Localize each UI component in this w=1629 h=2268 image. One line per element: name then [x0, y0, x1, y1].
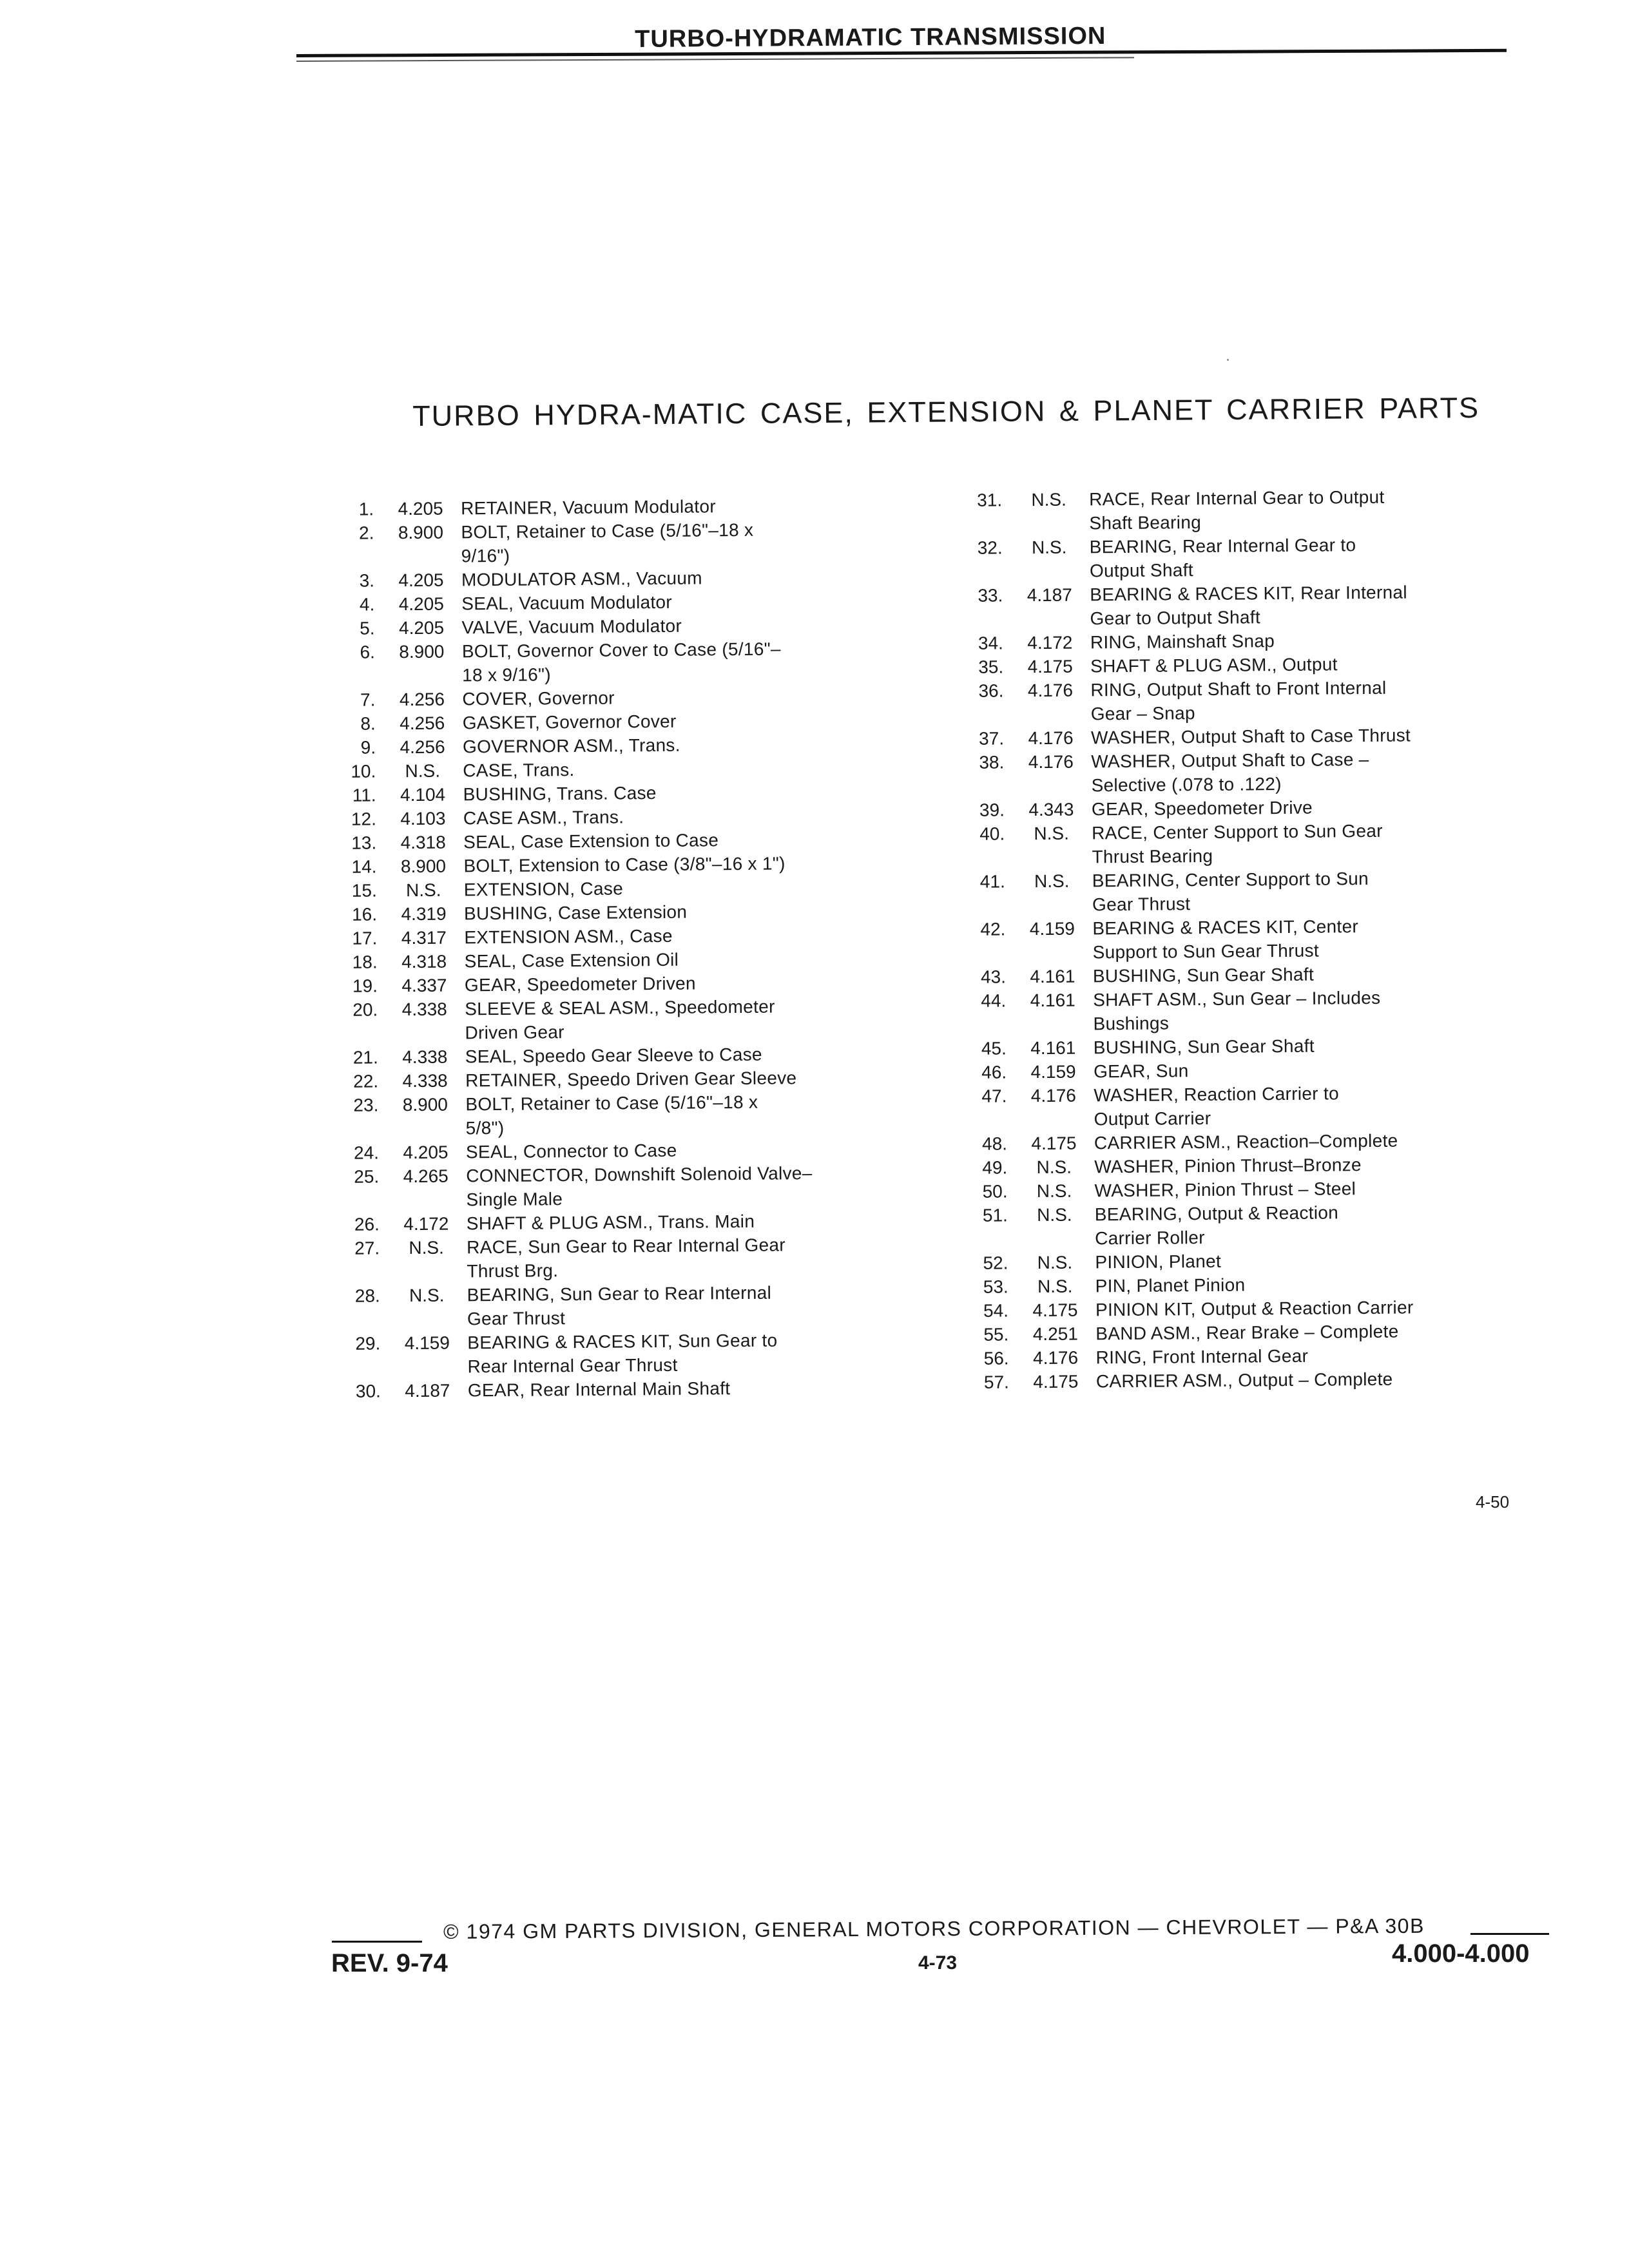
part-item — [335, 1280, 916, 1332]
part-description: BEARING & RACES KIT, Rear Internal Gear to Output Shaft — [1090, 582, 1408, 629]
part-item — [961, 985, 1522, 1037]
part-number: 48. — [981, 1133, 1008, 1154]
part-item — [958, 532, 1519, 584]
part-item — [958, 579, 1519, 631]
parts-list-right — [957, 484, 1525, 1394]
part-description: RACE, Rear Internal Gear to Output Shaft Bearing — [1089, 486, 1385, 533]
part-group-code: N.S. — [1036, 1180, 1072, 1202]
part-group-code: N.S. — [405, 760, 441, 782]
part-number: 4. — [359, 594, 375, 615]
part-group-code: N.S. — [1031, 489, 1066, 510]
part-number: 39. — [979, 800, 1005, 820]
part-number: 28. — [354, 1285, 380, 1306]
part-group-code: N.S. — [1036, 1157, 1072, 1178]
part-group-code: 4.338 — [402, 1070, 448, 1091]
part-number: 55. — [983, 1324, 1009, 1345]
part-number: 41. — [979, 871, 1005, 892]
header-rule-thin — [296, 57, 1134, 62]
part-item — [329, 517, 909, 569]
part-group-code: N.S. — [405, 879, 441, 901]
part-number: 35. — [978, 657, 1004, 677]
part-description: RETAINER, Vacuum Modulator — [461, 496, 717, 519]
part-description: GOVERNOR ASM., Trans. — [462, 735, 680, 757]
part-number: 33. — [978, 585, 1003, 606]
part-group-code: 4.187 — [405, 1380, 450, 1401]
part-number: 18. — [352, 952, 378, 972]
part-item — [334, 1160, 914, 1213]
part-group-code: 4.343 — [1028, 799, 1074, 820]
part-number: 19. — [352, 975, 378, 996]
part-group-code: 4.338 — [402, 1046, 448, 1068]
part-group-code: 4.175 — [1031, 1133, 1077, 1154]
part-group-code: 4.205 — [398, 593, 444, 615]
part-description: WASHER, Pinion Thrust – Steel — [1094, 1178, 1356, 1201]
part-group-code: 4.159 — [1029, 918, 1075, 939]
part-number: 6. — [360, 642, 376, 662]
part-group-code: N.S. — [1037, 1204, 1072, 1225]
part-description: WASHER, Pinion Thrust–Bronze — [1094, 1155, 1362, 1177]
part-description: BOLT, Extension to Case (3/8"–16 x 1") — [463, 853, 786, 876]
part-number: 36. — [978, 680, 1004, 701]
part-description: PINION, Planet — [1095, 1251, 1222, 1273]
part-number: 14. — [351, 856, 377, 877]
part-number: 20. — [352, 999, 378, 1020]
part-description: BEARING & RACES KIT, Center Support to Sun Gear Thrust — [1092, 916, 1359, 963]
footer-rule-left — [332, 1941, 422, 1943]
part-description: GEAR, Speedometer Driven — [464, 973, 696, 995]
part-description: WASHER, Output Shaft to Case – Selective (.078 to .122) — [1091, 749, 1369, 796]
part-number: 8. — [360, 713, 376, 734]
part-group-code: 4.161 — [1030, 990, 1075, 1011]
part-description: RACE, Sun Gear to Rear Internal Gear Thrust Brg. — [467, 1235, 786, 1282]
part-number: 56. — [983, 1348, 1009, 1369]
part-group-code: 4.251 — [1032, 1323, 1078, 1345]
part-group-code: 4.256 — [400, 736, 445, 758]
part-description: RACE, Center Support to Sun Gear Thrust Bearing — [1092, 820, 1383, 867]
part-description: GEAR, Rear Internal Main Shaft — [467, 1378, 731, 1401]
part-description: MODULATOR ASM., Vacuum — [461, 568, 702, 590]
part-number: 47. — [981, 1086, 1007, 1106]
part-number: 34. — [978, 633, 1004, 653]
part-group-code: N.S. — [409, 1285, 445, 1306]
footer-revision: REV. 9-74 — [331, 1949, 448, 1977]
part-description: RETAINER, Speedo Driven Gear Sleeve — [465, 1068, 797, 1091]
part-number: 46. — [981, 1062, 1007, 1082]
part-number: 2. — [358, 523, 374, 543]
part-number: 49. — [982, 1157, 1008, 1178]
part-number: 7. — [360, 689, 376, 710]
part-number: 53. — [983, 1276, 1008, 1297]
part-description: SEAL, Connector to Case — [465, 1140, 677, 1162]
footer-group-range: 4.000-4.000 — [1392, 1939, 1530, 1968]
part-number: 42. — [980, 919, 1006, 939]
part-number: 16. — [352, 904, 378, 925]
part-number: 44. — [981, 990, 1007, 1011]
part-group-code: 4.265 — [403, 1166, 448, 1187]
part-description: SLEEVE & SEAL ASM., Speedometer Driven Gear — [465, 996, 775, 1043]
part-description: BEARING, Rear Internal Gear to Output Shaft — [1089, 535, 1356, 581]
part-group-code: 4.176 — [1028, 727, 1074, 749]
part-group-code: 4.205 — [403, 1142, 448, 1163]
footer-rule-right — [1470, 1933, 1549, 1935]
part-group-code: 4.318 — [401, 951, 447, 972]
part-item — [960, 865, 1521, 918]
part-number: 54. — [983, 1300, 1009, 1321]
part-group-code: 4.161 — [1030, 1037, 1076, 1059]
part-group-code: 8.900 — [399, 641, 445, 662]
part-description: VALVE, Vacuum Modulator — [461, 615, 682, 638]
part-number: 52. — [983, 1253, 1008, 1273]
part-description: CONNECTOR, Downshift Solenoid Valve– Single Male — [466, 1163, 813, 1210]
part-group-code: 4.205 — [398, 498, 443, 519]
part-number: 17. — [352, 928, 378, 948]
part-number: 57. — [983, 1372, 1010, 1392]
parts-list-left — [329, 493, 916, 1403]
part-description: BOLT, Retainer to Case (5/16"–18 x 5/8") — [465, 1091, 758, 1139]
part-description: GEAR, Speedometer Drive — [1091, 797, 1313, 820]
part-description: SEAL, Case Extension to Case — [463, 830, 719, 852]
part-number: 15. — [351, 880, 377, 901]
part-description: BUSHING, Sun Gear Shaft — [1092, 964, 1315, 986]
part-item — [960, 913, 1521, 965]
part-group-code: 4.172 — [1027, 632, 1073, 653]
part-number: 22. — [353, 1071, 379, 1091]
part-description: CARRIER ASM., Output – Complete — [1095, 1369, 1393, 1392]
part-number: 40. — [979, 823, 1005, 844]
part-description: RING, Mainshaft Snap — [1090, 631, 1275, 653]
part-group-code: N.S. — [1034, 870, 1070, 892]
part-description: SHAFT & PLUG ASM., Output — [1090, 654, 1338, 677]
part-group-code: 4.205 — [398, 570, 444, 591]
part-number: 50. — [982, 1181, 1008, 1202]
section-title: TURBO HYDRA-MATIC CASE, EXTENSION & PLANET CARRIER PARTS — [412, 390, 1480, 432]
part-group-code: 8.900 — [400, 856, 447, 877]
part-description: GEAR, Sun — [1093, 1061, 1189, 1082]
part-description: BOLT, Retainer to Case (5/16"–18 x 9/16") — [461, 519, 754, 566]
part-description: WASHER, Reaction Carrier to Output Carrier — [1094, 1083, 1340, 1129]
part-group-code: 4.176 — [1027, 680, 1074, 701]
page-header-title: TURBO-HYDRAMATIC TRANSMISSION — [635, 22, 1106, 53]
part-number: 5. — [360, 618, 375, 639]
part-description: SEAL, Vacuum Modulator — [461, 591, 673, 614]
part-group-code: N.S. — [1037, 1252, 1073, 1273]
part-description: EXTENSION, Case — [463, 878, 624, 900]
part-description: RING, Front Internal Gear — [1095, 1345, 1309, 1368]
part-group-code: 4.175 — [1033, 1371, 1079, 1392]
part-group-code: 4.319 — [401, 903, 447, 925]
part-number: 25. — [354, 1166, 380, 1187]
part-description: BUSHING, Sun Gear Shaft — [1093, 1035, 1315, 1058]
part-description: BEARING, Sun Gear to Rear Internal Gear Thrust — [467, 1282, 772, 1329]
part-item — [958, 675, 1519, 727]
part-number: 51. — [982, 1205, 1008, 1225]
part-description: BEARING, Output & Reaction Carrier Roller — [1094, 1202, 1339, 1249]
scan-speck — [1227, 359, 1229, 361]
part-group-code: 4.161 — [1030, 966, 1075, 987]
part-description: GASKET, Governor Cover — [462, 711, 677, 733]
part-number: 24. — [353, 1142, 380, 1163]
part-number: 32. — [977, 537, 1003, 558]
part-description: CARRIER ASM., Reaction–Complete — [1094, 1130, 1398, 1153]
part-group-code: 4.159 — [1030, 1061, 1076, 1082]
part-group-code: 4.175 — [1027, 656, 1073, 677]
part-number: 12. — [351, 809, 377, 829]
part-group-code: 4.176 — [1028, 751, 1074, 773]
part-group-code: 4.256 — [399, 689, 445, 710]
part-group-code: 4.338 — [401, 999, 447, 1020]
part-item — [333, 994, 913, 1046]
part-group-code: N.S. — [1037, 1276, 1073, 1297]
side-note: 4-50 — [1476, 1492, 1510, 1512]
part-number: 31. — [977, 490, 1003, 510]
part-group-code: 4.337 — [401, 975, 447, 996]
part-description: BEARING & RACES KIT, Sun Gear to Rear Internal Gear Thrust — [467, 1330, 778, 1377]
part-number: 21. — [352, 1047, 378, 1068]
part-description: WASHER, Output Shaft to Case Thrust — [1090, 725, 1411, 748]
part-description: CASE, Trans. — [463, 760, 575, 781]
part-item — [957, 484, 1518, 536]
part-description: SHAFT ASM., Sun Gear – Includes Bushings — [1093, 987, 1381, 1034]
part-description: PIN, Planet Pinion — [1095, 1274, 1246, 1296]
part-group-code: 4.176 — [1032, 1347, 1079, 1369]
part-description: SEAL, Case Extension Oil — [464, 949, 679, 972]
part-number: 3. — [359, 570, 375, 591]
part-number: 37. — [978, 728, 1005, 749]
part-description: BUSHING, Trans. Case — [463, 783, 657, 805]
part-number: 13. — [351, 832, 377, 853]
part-group-code: 4.176 — [1030, 1085, 1077, 1106]
part-number: 1. — [358, 499, 374, 519]
part-description: COVER, Governor — [462, 687, 615, 709]
part-description: BUSHING, Case Extension — [463, 901, 688, 924]
part-item — [333, 1089, 914, 1141]
part-number: 23. — [353, 1095, 379, 1115]
part-group-code: 4.103 — [400, 808, 446, 829]
footer-page-number: 4-73 — [918, 1952, 958, 1974]
part-description: RING, Output Shaft to Front Internal Gear – Snap — [1090, 677, 1387, 724]
part-description: BAND ASM., Rear Brake – Complete — [1095, 1321, 1399, 1344]
part-group-code: 4.318 — [400, 832, 446, 853]
part-item — [335, 1327, 916, 1379]
part-number: 10. — [351, 761, 376, 782]
part-group-code: 4.317 — [401, 927, 447, 948]
part-item — [963, 1199, 1524, 1251]
part-group-code: 4.187 — [1027, 584, 1072, 606]
part-group-code: N.S. — [1034, 823, 1070, 844]
part-group-code: 4.172 — [403, 1213, 449, 1235]
part-item — [334, 1232, 915, 1284]
part-group-code: 4.205 — [398, 617, 445, 639]
part-number: 43. — [980, 966, 1007, 987]
part-description: BOLT, Governor Cover to Case (5/16"– 18 x 9/16") — [461, 639, 781, 686]
part-description: BEARING, Center Support to Sun Gear Thrust — [1092, 869, 1369, 915]
part-description: SEAL, Speedo Gear Sleeve to Case — [465, 1044, 762, 1067]
part-description: CASE ASM., Trans. — [463, 807, 624, 829]
part-number: 45. — [981, 1038, 1007, 1059]
part-group-code: 4.175 — [1032, 1300, 1078, 1321]
part-number: 29. — [355, 1333, 381, 1354]
part-group-code: N.S. — [409, 1237, 445, 1258]
part-item — [959, 818, 1521, 870]
part-description: SHAFT & PLUG ASM., Trans. Main — [466, 1211, 755, 1234]
part-number: 26. — [354, 1214, 380, 1235]
part-number: 38. — [979, 752, 1005, 773]
footer-copyright: © 1974 GM PARTS DIVISION, GENERAL MOTORS CORPORATION — CHEVROLET — P&A 30B — [443, 1914, 1425, 1943]
part-item — [959, 746, 1520, 798]
part-item — [336, 1375, 916, 1403]
part-item — [964, 1366, 1525, 1394]
part-item — [961, 1080, 1523, 1132]
part-number: 27. — [354, 1238, 380, 1258]
part-description: PINION KIT, Output & Reaction Carrier — [1095, 1297, 1414, 1320]
part-group-code: N.S. — [1031, 537, 1067, 558]
part-number: 30. — [355, 1381, 381, 1401]
part-group-code: 4.256 — [400, 713, 445, 734]
part-number: 9. — [360, 737, 376, 758]
part-group-code: 8.900 — [398, 522, 444, 543]
part-description: EXTENSION ASM., Case — [464, 925, 673, 948]
part-group-code: 4.104 — [400, 784, 446, 805]
part-group-code: 8.900 — [402, 1094, 448, 1115]
part-group-code: 4.159 — [404, 1332, 450, 1354]
part-number: 11. — [352, 785, 376, 805]
part-item — [330, 636, 911, 688]
